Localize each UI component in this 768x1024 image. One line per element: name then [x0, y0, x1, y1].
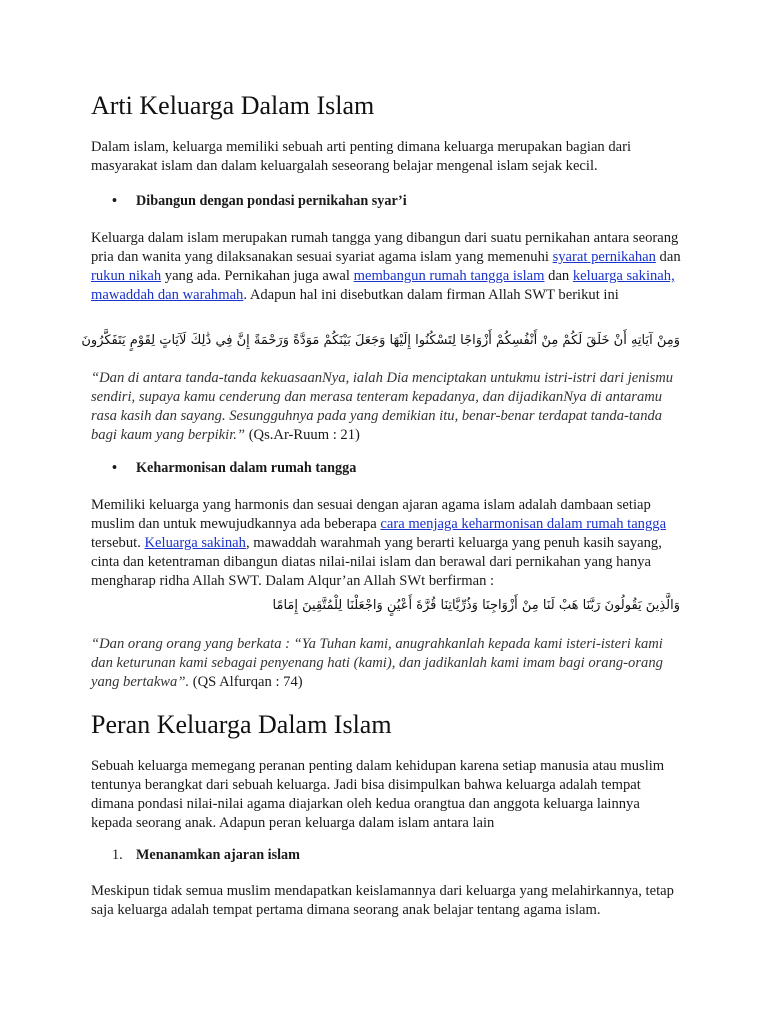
- paragraph-pernikahan: [91, 229, 681, 305]
- paragraph-menanamkan: Meskipun tidak semua muslim mendapatkan keislamannya dari keluarga yang melahirkannya, tetap saja keluarga adalah tempat pertama dimana seorang anak belajar tentang agama islam.: [91, 883, 674, 918]
- link-cara-menjaga-keharmonisan[interactable]: cara menjaga keharmonisan dalam rumah tangga: [380, 516, 667, 532]
- text-run: Memiliki keluarga yang harmonis dan sesuai dengan ajaran agama islam adalah dambaan setiap muslim dan untuk mewujudkannya ada beberapa: [91, 497, 651, 532]
- text-run: . Adapun hal ini disebutkan dalam firman Allah SWT berikut ini: [243, 287, 619, 303]
- text-run: , mawaddah warahmah yang berarti keluarga yang penuh kasih sayang, cinta dan ketentraman dibangun diatas nilai-nilai islam dan berawal dari pernikahan yang hanya mengharap ridha Allah SWT. Dalam Alqur’an Allah SWt berfirman :: [91, 535, 662, 589]
- bullet-marker: •: [112, 460, 117, 476]
- link-rukun-nikah[interactable]: rukun nikah: [91, 268, 162, 284]
- link-syarat-pernikahan[interactable]: syarat pernikahan: [552, 249, 656, 265]
- bullet-item-pernikahan: [112, 192, 407, 211]
- paragraph-peran-intro: Sebuah keluarga memegang peranan penting dalam kehidupan karena setiap manusia atau muslim tentunya berangkat dari sebuah keluarga. Jadi bisa disimpulkan bahwa keluarga adalah tempat dimana pondasi nilai-nilai agama diajarkan oleh kedua orangtua dan anggota keluarga lainnya kepada seorang anak. Adapun peran keluarga dalam islam antara lain: [91, 758, 665, 831]
- bullet-item-keharmonisan: [112, 459, 356, 478]
- quote-alfurqan: [91, 635, 681, 692]
- link-membangun-rumah-tangga[interactable]: membangun rumah tangga islam: [353, 268, 545, 284]
- arabic-verse-ar-ruum: وَمِنْ آيَاتِهِ أَنْ خَلَقَ لَكُمْ مِنْ أَنْفُسِكُمْ أَزْوَاجًا لِتَسْكُنُوا إِلَيْهَا وَجَعَلَ بَيْنَكُمْ مَوَدَّةً وَرَحْمَةً إِنَّ فِي ذَٰلِكَ لَآيَاتٍ لِقَوْمٍ يَتَفَكَّرُونَ: [81, 333, 680, 348]
- bullet-marker: •: [112, 193, 117, 209]
- quote-text: “Dan di antara tanda-tanda kekuasaanNya, ialah Dia menciptakan untukmu istri-istri dari jenismu sendiri, supaya kamu cenderung dan merasa tenteram kepadanya, dan dijadikanNya di antaramu rasa kasih dan sayang. Sesungguhnya pada yang demikian itu, benar-benar terdapat tanda-tanda bagi kaum yang berpikir.”: [91, 370, 674, 443]
- bullet-label: Dibangun dengan pondasi pernikahan syar’i: [136, 193, 407, 209]
- text-run: dan: [544, 268, 573, 284]
- text-run: dan: [655, 249, 681, 265]
- paragraph-keharmonisan: [91, 496, 681, 591]
- heading-peran-keluarga: Peran Keluarga Dalam Islam: [91, 710, 392, 739]
- quote-ar-ruum: [91, 369, 681, 445]
- intro-paragraph: Dalam islam, keluarga memiliki sebuah arti penting dimana keluarga merupakan bagian dari masyarakat islam dan dalam keluargalah seseorang belajar mengenal islam sejak kecil.: [91, 139, 632, 174]
- link-keluarga-sakinah[interactable]: Keluarga sakinah: [144, 535, 246, 551]
- arabic-verse-alfurqan: وَالَّذِينَ يَقُولُونَ رَبَّنَا هَبْ لَنَا مِنْ أَزْوَاجِنَا وَذُرِّيَّاتِنَا قُرَّةَ أَعْيُنٍ وَاجْعَلْنَا لِلْمُتَّقِينَ إِمَامًا: [272, 598, 680, 613]
- quote-reference: (Qs.Ar-Ruum : 21): [245, 427, 360, 443]
- heading-arti-keluarga: Arti Keluarga Dalam Islam: [91, 91, 375, 120]
- bullet-label: Keharmonisan dalam rumah tangga: [136, 460, 357, 476]
- text-run: Keluarga dalam islam merupakan rumah tangga yang dibangun dari suatu pernikahan antara seorang pria dan wanita yang dilaksanakan sesuai syariat agama islam yang memenuhi: [91, 230, 679, 265]
- list-number: 1.: [112, 847, 123, 863]
- quote-reference: (QS Alfurqan : 74): [189, 674, 303, 690]
- text-run: yang ada. Pernikahan juga awal: [161, 268, 354, 284]
- numbered-item-label: Menanamkan ajaran islam: [136, 847, 300, 863]
- quote-text: “Dan orang orang yang berkata : “Ya Tuhan kami, anugrahkanlah kepada kami isteri-isteri kami dan keturunan kami sebagai penyenang hati (kami), dan jadikanlah kami imam bagi orang-orang yang bertakwa”.: [91, 636, 663, 690]
- numbered-item-menanamkan: [112, 846, 300, 865]
- text-run: tersebut.: [91, 535, 145, 551]
- link-keluarga-sakinah-mawaddah[interactable]: keluarga sakinah, mawaddah dan warahmah: [91, 268, 675, 303]
